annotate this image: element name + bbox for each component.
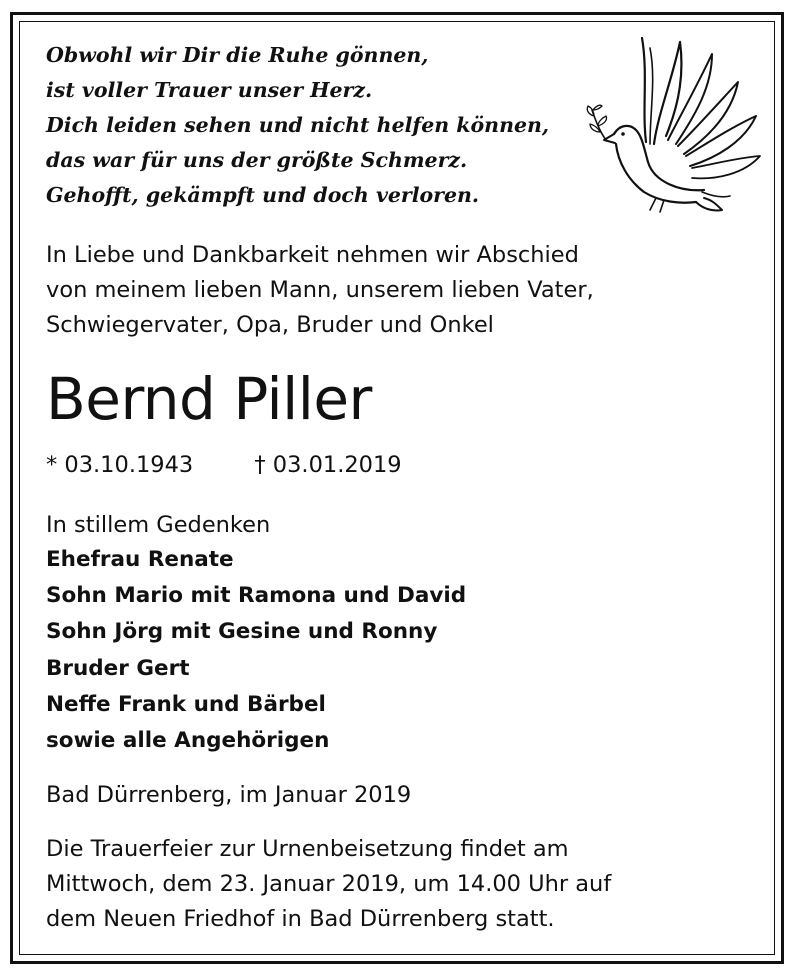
poem-line: das war für uns der größte Schmerz. [46,148,468,172]
place-date: Bad Dürrenberg, im Januar 2019 [46,782,412,808]
intro-line: Schwiegervater, Opa, Bruder und Onkel [46,312,494,338]
birth-date: * 03.10.1943 [46,452,194,478]
mourner-item: Sohn Mario mit Ramona und David [46,583,467,609]
poem-line: Dich leiden sehen und nicht helfen können, [46,113,550,137]
poem [46,38,549,213]
mourner-item: Neffe Frank und Bärbel [46,691,326,717]
intro-line: In Liebe und Dankbarkeit nehmen wir Abschied [46,242,579,268]
ceremony-line: Die Trauerfeier zur Urnenbeisetzung findet am [46,836,569,862]
ceremony-info [46,832,611,937]
intro-line: von meinem lieben Mann, unserem lieben Vater, [46,277,594,303]
intro-text [46,238,594,343]
death-date: † 03.01.2019 [254,452,402,478]
poem-line: ist voller Trauer unser Herz. [46,78,373,102]
poem-line: Obwohl wir Dir die Ruhe gönnen, [46,43,429,67]
poem-line: Gehofft, gekämpft und doch verloren. [46,183,480,207]
mourner-item: Sohn Jörg mit Gesine und Ronny [46,619,438,645]
ceremony-line: dem Neuen Friedhof in Bad Dürrenberg statt. [46,906,555,932]
mourners-list [46,542,466,759]
dove-icon [584,32,769,222]
mourner-item: Bruder Gert [46,655,190,681]
mourner-item: Ehefrau Renate [46,547,234,572]
life-dates [46,448,402,483]
mourner-item: sowie alle Angehörigen [46,728,330,754]
ceremony-line: Mittwoch, dem 23. Januar 2019, um 14.00 Uhr auf [46,871,612,897]
deceased-name: Bernd Piller [46,365,372,433]
mourners-heading: In stillem Gedenken [46,512,271,538]
